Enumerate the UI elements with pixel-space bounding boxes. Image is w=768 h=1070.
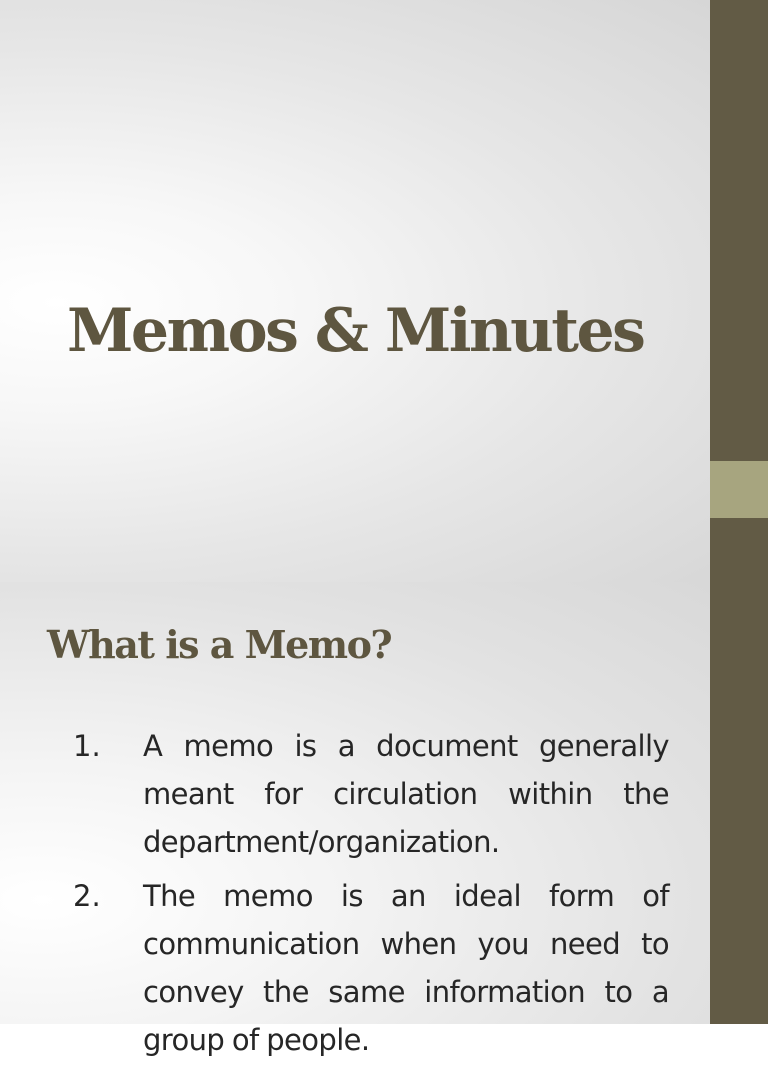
side-bar-bottom — [710, 518, 768, 1024]
content-slide — [0, 582, 710, 1057]
list-item-number: 1. — [73, 729, 101, 763]
list-item-text: A memo is a document generally meant for circulation within the department/organization. — [143, 729, 669, 859]
memo-definition-list — [0, 722, 710, 1070]
list-item-text: The memo is an ideal form of communication when you need to convey the same information to a group of people. — [143, 879, 669, 1057]
list-item — [0, 872, 710, 1064]
list-item-number: 2. — [73, 879, 101, 913]
slide-title: Memos & Minutes — [67, 296, 644, 366]
side-bar-accent — [710, 461, 768, 518]
list-item — [0, 722, 710, 866]
side-bar-top — [710, 0, 768, 461]
section-heading: What is a Memo? — [47, 622, 392, 667]
